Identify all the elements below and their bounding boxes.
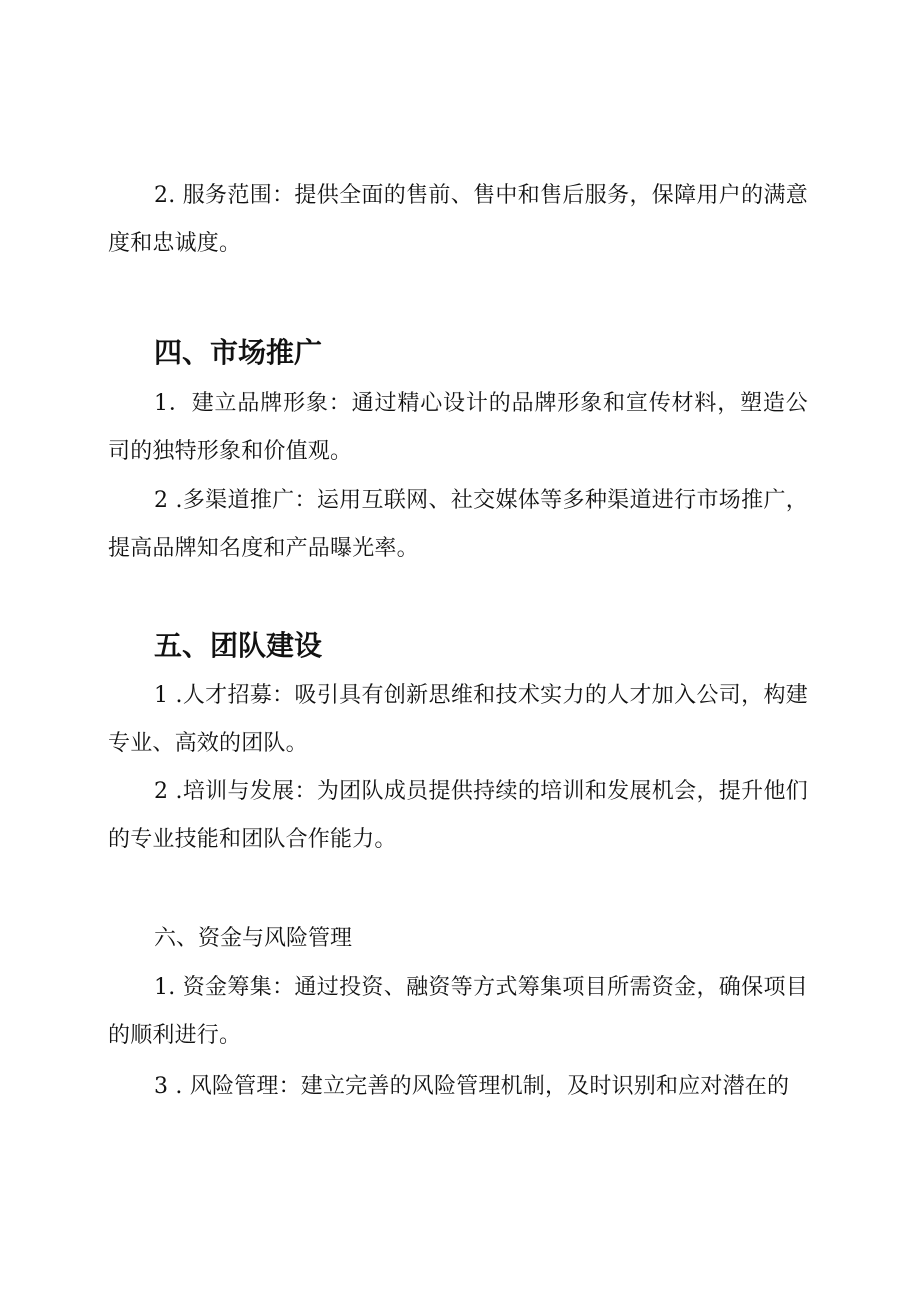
heading-funds-risk: 六、资金与风险管理 (154, 926, 353, 951)
heading-marketing: 四、市场推广 (154, 336, 323, 369)
paragraph-fundraising: 1. 资金筹集：通过投资、融资等方式筹集项目所需资金，确保项目的顺利进行。 (108, 975, 808, 1048)
heading-team-building: 五、团队建设 (154, 629, 323, 662)
paragraph-recruitment: 1 .人才招募：吸引具有创新思维和技术实力的人才加入公司，构建专业、高效的团队。 (108, 683, 808, 756)
paragraph-risk-management: 3 . 风险管理：建立完善的风险管理机制，及时识别和应对潜在的 (154, 1074, 790, 1099)
paragraph-multi-channel: 2 .多渠道推广：运用互联网、社交媒体等多种渠道进行市场推广，提高品牌知名度和产品曝光率。 (108, 488, 808, 561)
paragraph-training: 2 .培训与发展：为团队成员提供持续的培训和发展机会，提升他们的专业技能和团队合作能力。 (108, 779, 808, 852)
paragraph-service-scope: 2. 服务范围：提供全面的售前、售中和售后服务，保障用户的满意度和忠诚度。 (108, 183, 808, 256)
paragraph-brand-image: 1．建立品牌形象：通过精心设计的品牌形象和宣传材料，塑造公司的独特形象和价值观。 (108, 391, 808, 464)
